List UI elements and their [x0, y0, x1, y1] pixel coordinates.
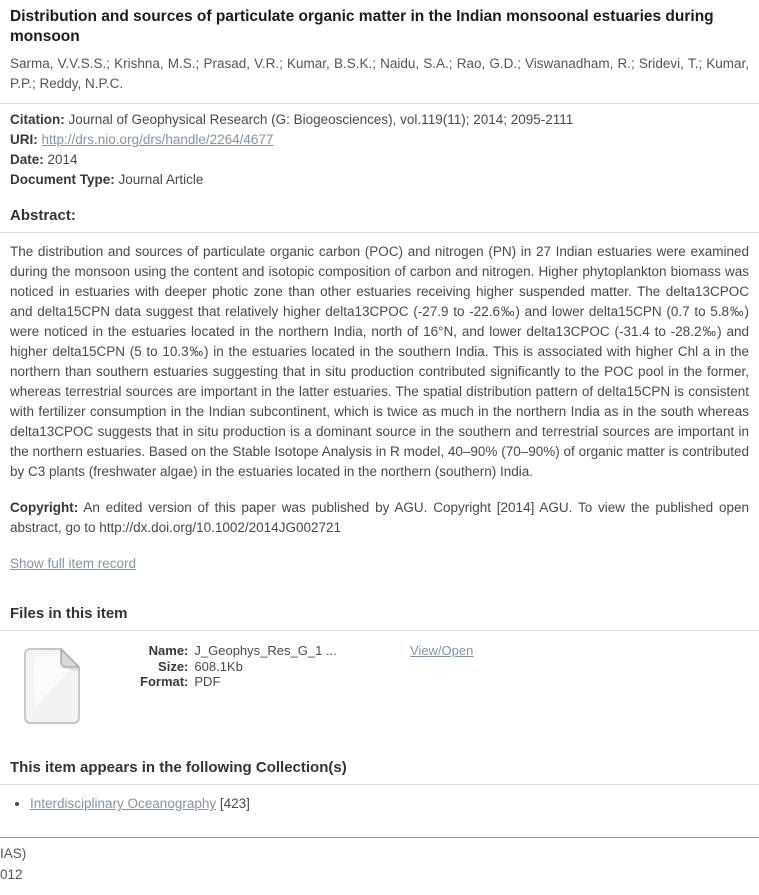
doctype-line: [10, 170, 749, 190]
authors-divider: [0, 103, 759, 104]
footer-clipped-text: [0, 838, 759, 895]
citation-line: [10, 110, 749, 130]
file-format-row: [140, 675, 410, 691]
uri-link[interactable]: http://drs.nio.org/drs/handle/2264/4677: [41, 132, 274, 147]
file-format-value: PDF: [194, 674, 221, 689]
uri-label: URI:: [10, 132, 38, 147]
copyright-label: Copyright:: [10, 500, 79, 515]
file-size-label: Size:: [158, 658, 189, 674]
doctype-value: Journal Article: [118, 172, 204, 187]
view-open-link[interactable]: View/Open: [410, 643, 474, 658]
item-record-page: [0, 7, 759, 895]
collection-link[interactable]: Interdisciplinary Oceanography: [30, 796, 217, 811]
doctype-label: Document Type:: [10, 172, 115, 187]
show-full-item-record-link[interactable]: Show full item record: [10, 556, 137, 571]
document-icon: [21, 647, 83, 730]
file-row: [10, 643, 749, 730]
collection-list-item: [30, 794, 749, 814]
copyright-text: An edited version of this paper was published by AGU. Copyright [2014] AGU. To view the published open abstract, go to http://dx.doi.org/10.1002/2014JG002721: [10, 500, 749, 535]
item-authors: Sarma, V.V.S.S.; Krishna, M.S.; Prasad, V.R.; Kumar, B.S.K.; Naidu, S.A.; Rao, G.D.; Viswanadham, R.; Sridevi, T.; Kumar, P.P.; Reddy, N.P.C.: [10, 56, 749, 91]
footer-fragment-2: 012: [0, 867, 23, 882]
citation-value: Journal of Geophysical Research (G: Biogeosciences), vol.119(11); 2014; 2095-2111: [68, 112, 574, 127]
citation-label: Citation:: [10, 112, 65, 127]
page-title: Distribution and sources of particulate organic matter in the Indian monsoonal estuaries during monsoon: [10, 8, 714, 45]
show-full-record-row: [10, 554, 749, 574]
file-size-row: [140, 660, 410, 676]
abstract-text: The distribution and sources of particulate organic carbon (POC) and nitrogen (PN) in 27 Indian estuaries were examined during the monsoon using the content and isotopic composition of carbon and nitrogen. Higher phytoplankton biomass was noticed in estuaries with deeper photic zone than other estuaries receiving higher suspended matter. The delta13CPOC and delta15CPN data suggest that relatively higher delta13CPOC (-27.9 to -22.6‰) and lower delta15CPN (0.7 to 5.8‰) were noticed in the estuaries located in the northern India, north of 16°N, and lower delta13CPOC (-31.4 to -28.2‰) and higher delta15CPN (5 to 10.3‰) in the estuaries located in the southern India. This is associated with higher Chl a in the northern than southern estuaries suggesting that in situ production contributed significantly to the POC pool in the former, whereas terrestrial sources are important in the latter estuaries. The spatial distribution pattern of delta15CPN is consistent with fertilizer consumption in the Indian subcontinent, which is twice as much in the northern India as in the south whereas delta13CPOC suggests that in situ production is a dominant source in the southern and terrestrial sources are important in the northern estuaries. Based on the Stable Isotope Analysis in R model, 40–90% (70–90%) of organic matter is contributed by C3 plants (freshwater algae) in the estuaries located in the northern (southern) India.: [10, 244, 749, 479]
file-format-label: Format:: [140, 674, 189, 689]
file-meta-table: [140, 644, 410, 691]
footer-fragment-1: IAS): [0, 846, 27, 861]
collections-section-heading: This item appears in the following Collection(s): [0, 759, 759, 785]
file-name-value: J_Geophys_Res_G_1 ...: [194, 643, 337, 658]
date-label: Date:: [10, 152, 44, 167]
date-line: [10, 150, 749, 170]
file-name-label: Name:: [148, 643, 189, 658]
collection-item-count: [423]: [219, 796, 250, 811]
file-name-row: [140, 644, 410, 660]
abstract-heading: Abstract:: [0, 207, 759, 233]
file-size-value: 608.1Kb: [194, 658, 243, 674]
metadata-block: [10, 110, 749, 190]
uri-line: [10, 130, 749, 150]
date-value: 2014: [47, 152, 78, 167]
copyright-block: [10, 498, 749, 538]
files-section-heading: Files in this item: [0, 605, 759, 631]
collection-list: [30, 794, 749, 814]
